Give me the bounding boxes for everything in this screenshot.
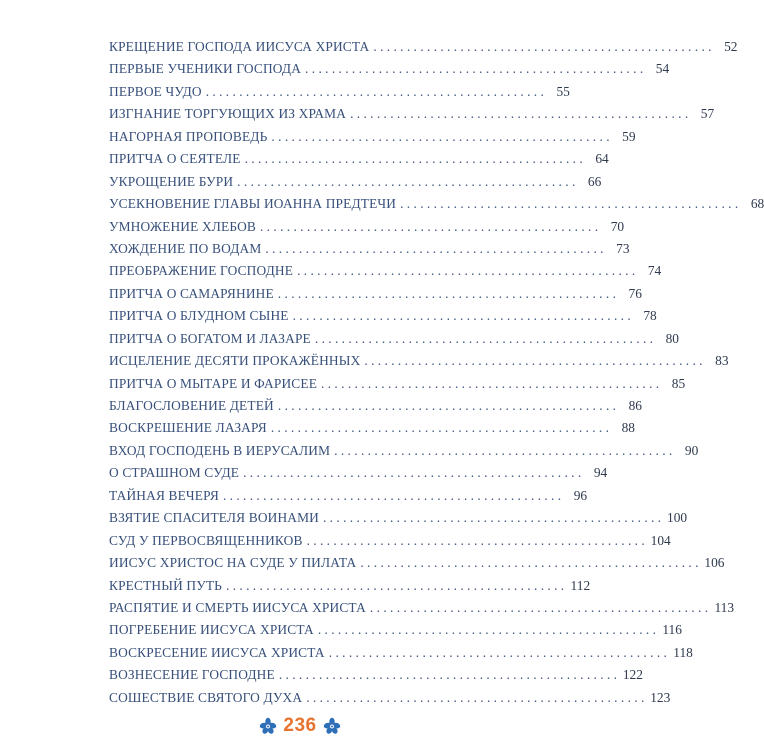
toc-entry[interactable] xyxy=(109,283,642,305)
toc-entry-page: 54 xyxy=(655,61,670,77)
dot-leader xyxy=(274,283,616,305)
toc-entry-page: 112 xyxy=(570,577,591,593)
toc-entry-title: УМНОЖЕНИЕ ХЛЕБОВ xyxy=(109,218,256,234)
dot-leader xyxy=(369,36,711,58)
dot-leader xyxy=(202,81,544,103)
dot-leader xyxy=(261,238,603,260)
toc-entry-title: ВОСКРЕШЕНИЕ ЛАЗАРЯ xyxy=(109,420,267,436)
toc-entry[interactable] xyxy=(109,126,636,148)
dot-leader xyxy=(289,305,631,327)
toc-entry-title: ПРИТЧА О САМАРЯНИНЕ xyxy=(109,285,274,301)
toc-entry[interactable] xyxy=(109,260,662,282)
toc-entry-page: 64 xyxy=(595,151,609,167)
dot-leader xyxy=(267,126,609,148)
toc-entry-title: НАГОРНАЯ ПРОПОВЕДЬ xyxy=(109,128,268,144)
dot-leader xyxy=(314,619,656,641)
toc-entry-title: ПРЕОБРАЖЕНИЕ ГОСПОДНЕ xyxy=(109,263,294,279)
table-of-contents xyxy=(109,36,764,709)
toc-entry-title: РАСПЯТИЕ И СМЕРТЬ ИИСУСА ХРИСТА xyxy=(109,599,366,615)
page-footer xyxy=(0,712,600,740)
dot-leader xyxy=(330,440,672,462)
dot-leader xyxy=(303,530,645,552)
toc-entry-page: 90 xyxy=(684,442,699,458)
dot-leader xyxy=(239,462,581,484)
toc-entry[interactable] xyxy=(109,575,591,597)
toc-entry-title: ИИСУС ХРИСТОС НА СУДЕ У ПИЛАТА xyxy=(109,555,357,571)
toc-entry-title: ИСЦЕЛЕНИЕ ДЕСЯТИ ПРОКАЖЁННЫХ xyxy=(109,353,361,369)
toc-entry[interactable] xyxy=(109,148,609,170)
toc-entry[interactable] xyxy=(109,485,588,507)
toc-entry-page: 86 xyxy=(628,398,642,413)
toc-entry-page: 59 xyxy=(622,128,636,144)
toc-entry-page: 52 xyxy=(724,39,738,54)
toc-entry-page: 116 xyxy=(662,622,682,638)
dot-leader xyxy=(360,350,702,372)
toc-entry[interactable] xyxy=(109,36,738,58)
toc-entry[interactable] xyxy=(109,687,671,709)
toc-entry[interactable] xyxy=(109,58,670,80)
toc-entry[interactable] xyxy=(109,530,671,552)
toc-entry-title: ИЗГНАНИЕ ТОРГУЮЩИХ ИЗ ХРАМА xyxy=(109,106,347,122)
toc-entry-title: УСЕКНОВЕНИЕ ГЛАВЫ ИОАННА ПРЕДТЕЧИ xyxy=(109,196,397,212)
toc-entry-title: ТАЙНАЯ ВЕЧЕРЯ xyxy=(109,487,219,503)
blue-flower-icon xyxy=(323,717,341,735)
toc-entry-title: ВХОД ГОСПОДЕНЬ В ИЕРУСАЛИМ xyxy=(109,442,331,458)
toc-entry-page: 55 xyxy=(556,83,570,99)
toc-entry[interactable] xyxy=(109,238,630,260)
toc-entry[interactable] xyxy=(109,619,682,641)
toc-entry-title: ПРИТЧА О СЕЯТЕЛЕ xyxy=(109,151,241,167)
dot-leader xyxy=(317,373,659,395)
toc-entry-page: 70 xyxy=(610,218,625,234)
blue-flower-icon xyxy=(259,717,277,735)
toc-entry[interactable] xyxy=(109,642,693,664)
toc-entry-title: УКРОЩЕНИЕ БУРИ xyxy=(109,173,234,189)
toc-entry-title: ПЕРВОЕ ЧУДО xyxy=(109,83,202,99)
toc-entry-title: ХОЖДЕНИЕ ПО ВОДАМ xyxy=(109,240,262,256)
toc-entry-page: 94 xyxy=(593,465,608,481)
page-number: 236 xyxy=(283,715,317,736)
toc-entry[interactable] xyxy=(109,103,715,125)
dot-leader xyxy=(325,642,667,664)
dot-leader xyxy=(293,260,635,282)
toc-entry-page: 83 xyxy=(715,353,729,369)
toc-entry-page: 100 xyxy=(667,510,688,526)
toc-entry-page: 57 xyxy=(700,106,715,122)
toc-entry-title: ПРИТЧА О БОГАТОМ И ЛАЗАРЕ xyxy=(109,330,311,346)
toc-entry[interactable] xyxy=(109,664,643,686)
toc-entry[interactable] xyxy=(109,81,570,103)
dot-leader xyxy=(222,575,564,597)
toc-entry-page: 74 xyxy=(647,263,662,279)
toc-entry-title: ВОЗНЕСЕНИЕ ГОСПОДНЕ xyxy=(109,667,275,683)
toc-entry-title: ВОСКРЕСЕНИЕ ИИСУСА ХРИСТА xyxy=(109,644,325,660)
toc-entry-page: 113 xyxy=(714,599,735,615)
dot-leader xyxy=(219,485,561,507)
dot-leader xyxy=(241,148,583,170)
dot-leader xyxy=(274,395,616,417)
dot-leader xyxy=(256,216,598,238)
dot-leader xyxy=(356,552,698,574)
toc-entry-title: ПРИТЧА О БЛУДНОМ СЫНЕ xyxy=(109,308,289,324)
toc-entry-page: 106 xyxy=(704,555,725,571)
toc-entry-title: СОШЕСТВИЕ СВЯТОГО ДУХА xyxy=(109,689,303,705)
toc-entry[interactable] xyxy=(109,507,688,529)
dot-leader xyxy=(311,328,653,350)
toc-entry-page: 85 xyxy=(671,375,686,391)
dot-leader xyxy=(366,597,708,619)
toc-entry[interactable] xyxy=(109,462,608,484)
toc-entry-page: 118 xyxy=(673,644,693,660)
toc-entry-title: ПРИТЧА О МЫТАРЕ И ФАРИСЕЕ xyxy=(109,375,318,391)
toc-entry-page: 73 xyxy=(616,240,630,256)
toc-entry[interactable] xyxy=(109,193,764,215)
dot-leader xyxy=(302,687,644,709)
toc-entry-title: ПЕРВЫЕ УЧЕНИКИ ГОСПОДА xyxy=(109,61,302,77)
toc-entry-page: 68 xyxy=(750,196,764,212)
toc-entry-page: 88 xyxy=(621,420,635,436)
toc-entry[interactable] xyxy=(109,216,625,238)
dot-leader xyxy=(267,417,609,439)
toc-entry-page: 76 xyxy=(628,285,642,301)
toc-entry-title: КРЕЩЕНИЕ ГОСПОДА ИИСУСА ХРИСТА xyxy=(109,39,370,54)
toc-entry-title: ПОГРЕБЕНИЕ ИИСУСА ХРИСТА xyxy=(109,622,314,638)
toc-entry-page: 96 xyxy=(573,487,588,503)
toc-entry[interactable] xyxy=(109,305,657,327)
toc-entry[interactable] xyxy=(109,552,725,574)
toc-entry-page: 80 xyxy=(665,330,679,346)
toc-entry-title: ВЗЯТИЕ СПАСИТЕЛЯ ВОИНАМИ xyxy=(109,510,319,526)
toc-entry[interactable] xyxy=(109,395,642,417)
dot-leader xyxy=(301,58,643,80)
toc-entry-page: 104 xyxy=(650,532,671,548)
toc-entry[interactable] xyxy=(109,597,735,619)
dot-leader xyxy=(346,103,688,125)
toc-entry[interactable] xyxy=(109,350,729,372)
toc-entry-title: КРЕСТНЫЙ ПУТЬ xyxy=(109,577,223,593)
dot-leader xyxy=(275,664,617,686)
toc-entry[interactable] xyxy=(109,171,602,193)
dot-leader xyxy=(396,193,738,215)
toc-entry-page: 66 xyxy=(587,173,602,189)
toc-entry[interactable] xyxy=(109,328,679,350)
toc-entry[interactable] xyxy=(109,373,686,395)
toc-entry-page: 122 xyxy=(622,667,643,683)
toc-entry-page: 123 xyxy=(650,689,671,705)
toc-entry-page: 78 xyxy=(643,308,657,324)
dot-leader xyxy=(233,171,575,193)
toc-entry[interactable] xyxy=(109,417,635,439)
toc-entry-title: СУД У ПЕРВОСВЯЩЕННИКОВ xyxy=(109,532,303,548)
toc-entry-title: О СТРАШНОМ СУДЕ xyxy=(109,465,240,481)
toc-entry-title: БЛАГОСЛОВЕНИЕ ДЕТЕЙ xyxy=(109,398,274,413)
dot-leader xyxy=(319,507,661,529)
toc-entry[interactable] xyxy=(109,440,699,462)
